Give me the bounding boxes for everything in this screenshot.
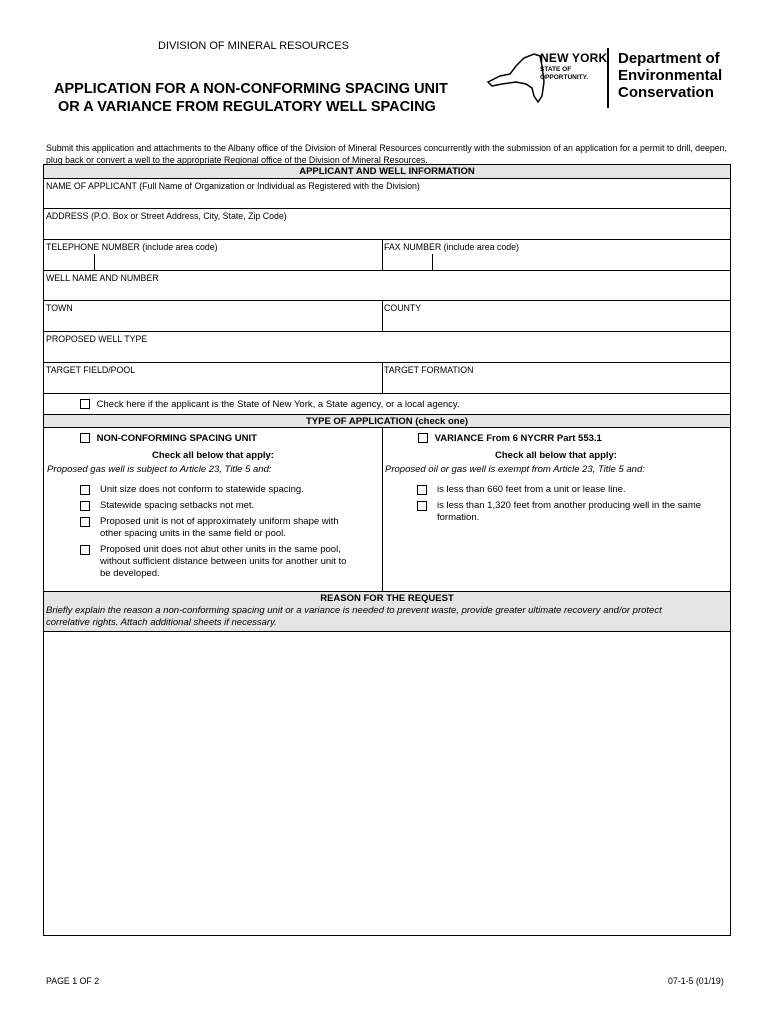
nonconforming-checkbox[interactable] — [80, 433, 90, 443]
address-label: ADDRESS (P.O. Box or Street Address, City, State, Zip Code) — [46, 211, 287, 221]
page-title — [54, 80, 448, 116]
phone-fax-row — [44, 240, 730, 271]
1320-feet-checkbox[interactable] — [417, 501, 427, 511]
ny-state-map-icon — [486, 52, 548, 104]
state-agency-row — [44, 394, 730, 414]
right-check-all: Check all below that apply: — [495, 450, 617, 461]
left-item-abut: Proposed unit does not abut other units in the same pool, without sufficient distance between units for another unit to be developed. — [80, 544, 370, 580]
abut-checkbox[interactable] — [80, 545, 90, 555]
section-header-reason — [44, 592, 730, 632]
state-agency-check — [80, 399, 460, 410]
right-subtitle: Proposed oil or gas well is exempt from Article 23, Title 5 and: — [385, 464, 645, 475]
nonconforming-label: NON-CONFORMING SPACING UNIT — [96, 433, 257, 444]
logo-divider — [607, 48, 609, 108]
application-form — [43, 164, 731, 936]
division-name: DIVISION OF MINERAL RESOURCES — [158, 40, 349, 52]
section-header-type: TYPE OF APPLICATION (check one) — [44, 414, 730, 428]
ny-wordmark: NEW YORK — [540, 51, 608, 65]
setbacks-checkbox[interactable] — [80, 501, 90, 511]
variance-checkbox[interactable] — [418, 433, 428, 443]
area-code-divider — [432, 254, 433, 270]
left-check-all: Check all below that apply: — [152, 450, 274, 461]
town-county-row — [44, 301, 730, 332]
right-item-1320: is less than 1,320 feet from another producing well in the same formation. — [417, 500, 727, 524]
reason-instruction-1: Briefly explain the reason a non-conforming spacing unit or a variance is needed to prevent waste, provide greater ultimate recovery and/or protect — [46, 605, 662, 616]
reason-title: REASON FOR THE REQUEST — [320, 593, 454, 604]
well-field[interactable] — [44, 271, 730, 301]
target-row — [44, 363, 730, 394]
address-field[interactable] — [44, 209, 730, 240]
reason-instruction-2: correlative rights. Attach additional sheets if necessary. — [46, 617, 277, 628]
area-code-divider — [94, 254, 95, 270]
name-field[interactable] — [44, 179, 730, 209]
town-label[interactable]: TOWN — [46, 303, 73, 313]
county-label[interactable]: COUNTY — [384, 303, 422, 313]
ny-tagline: STATE OF OPPORTUNITY. — [540, 66, 589, 81]
well-label: WELL NAME AND NUMBER — [46, 273, 159, 283]
variance-option — [418, 433, 602, 444]
target-formation-label[interactable]: TARGET FORMATION — [384, 365, 474, 375]
left-subtitle: Proposed gas well is subject to Article 23, Title 5 and: — [47, 464, 272, 475]
telephone-label[interactable]: TELEPHONE NUMBER (include area code) — [46, 242, 218, 252]
form-number: 07-1-5 (01/19) — [668, 976, 724, 986]
type-options: NON-CONFORMING SPACING UNIT Check all below that apply: Proposed gas well is subject to Article 23, Title 5 and: Unit size does not conform to statewide spacing. Statewide spacing setbacks not met. Proposed unit is not of approximately uniform shape with other spacing units in the same field or pool. Proposed unit does not abut other units in the same pool, without sufficient distance between units for another unit to be developed. VARIANCE From 6 NYCRR Part 553.1 Check all below that apply: Proposed oil or gas well is exempt from Article 23, Title 5 and: is less than 660 feet from a unit or lease line. is less than 1,320 feet from another producing well in the same formation. — [44, 428, 730, 592]
column-divider — [382, 363, 383, 393]
shape-checkbox[interactable] — [80, 517, 90, 527]
target-field-label[interactable]: TARGET FIELD/POOL — [46, 365, 136, 375]
state-agency-label: Check here if the applicant is the State of New York, a State agency, or a local agency. — [96, 399, 460, 410]
left-item-shape: Proposed unit is not of approximately uniform shape with other spacing units in the same field or pool. — [80, 516, 370, 540]
variance-label: VARIANCE From 6 NYCRR Part 553.1 — [434, 433, 602, 444]
title-line-2: OR A VARIANCE FROM REGULATORY WELL SPACING — [58, 99, 436, 115]
title-line-1: APPLICATION FOR A NON-CONFORMING SPACING UNIT — [54, 81, 448, 97]
dec-wordmark: Department of Environmental Conservation — [618, 50, 723, 101]
state-agency-checkbox[interactable] — [80, 399, 90, 409]
page-number: PAGE 1 OF 2 — [46, 976, 100, 986]
well-type-field[interactable] — [44, 332, 730, 363]
column-divider — [382, 240, 383, 270]
fax-label[interactable]: FAX NUMBER (include area code) — [384, 242, 519, 252]
reason-textarea[interactable] — [44, 632, 730, 935]
dec-logo — [486, 48, 731, 108]
column-divider — [382, 301, 383, 331]
nonconforming-option — [80, 433, 257, 444]
660-feet-checkbox[interactable] — [417, 485, 427, 495]
intro-text: Submit this application and attachments to the Albany office of the Division of Mineral Resources concurrently with the submission of an application for a permit to drill, deepen, plug back or convert a well to the appropriate Regional office of the Division of Mineral Resources. — [46, 143, 727, 165]
unit-size-checkbox[interactable] — [80, 485, 90, 495]
name-label: NAME OF APPLICANT (Full Name of Organization or Individual as Registered with the Division) — [46, 181, 420, 191]
section-header-applicant: APPLICANT AND WELL INFORMATION — [44, 165, 730, 179]
well-type-label: PROPOSED WELL TYPE — [46, 334, 148, 344]
